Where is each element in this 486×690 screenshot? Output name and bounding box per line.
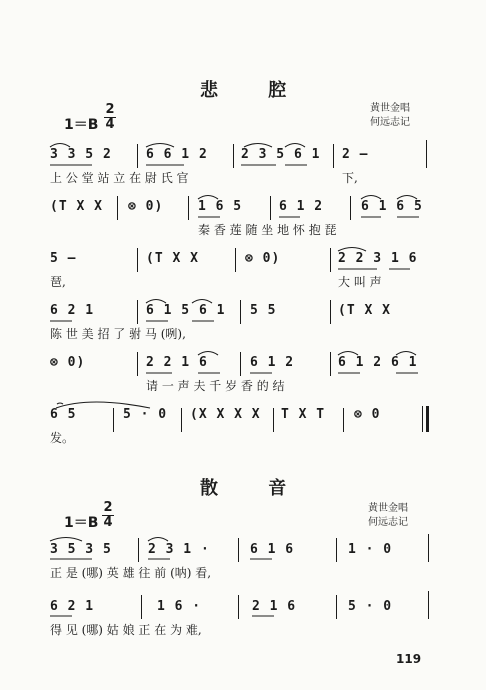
note-group: 6 1 6	[250, 542, 295, 557]
section1-title: 悲 腔	[200, 80, 309, 101]
section1-credit-notator: 何远志记	[370, 117, 410, 128]
section1-key-text: 1＝B	[64, 117, 99, 133]
section1-meter-bottom: 4	[105, 117, 115, 132]
lyric-line: 正 是 (哪) 英 雄 往 前 (呐) 看,	[50, 566, 212, 580]
note-group: T X T	[281, 407, 326, 422]
note-group: ⊗ 0)	[50, 355, 86, 370]
lyric-line: 陈 世 美 招 了 驸 马 (咧),	[50, 327, 186, 341]
section2-meter-top: 2	[103, 500, 113, 515]
note-group: 3 3 5 2	[50, 147, 112, 162]
page-number: 119	[396, 652, 422, 666]
note-group: 1 6 5	[198, 199, 243, 214]
note-group: 6 2 1	[50, 303, 95, 318]
note-group: 6 1 5 6 1	[146, 303, 226, 318]
note-group: 1 · 0	[348, 542, 393, 557]
note-group: 6 1 6 5	[361, 199, 423, 214]
lyric-line: 上 公 堂 站 立 在 尉 氏 官	[50, 171, 189, 185]
note-group: 6 1 2	[279, 199, 324, 214]
note-group: 2 3 5 6 1	[241, 147, 321, 162]
note-group: 5 · 0	[123, 407, 168, 422]
note-group: 2 —	[342, 147, 369, 162]
note-group: 3 5 3 5	[50, 542, 112, 557]
note-group: 1 6 ·	[157, 599, 202, 614]
note-group: 2 2 3 1 6	[338, 251, 418, 266]
section1-credit-singer: 黄世金唱	[370, 103, 410, 114]
lyric-line: 请 一 声 夫 千 岁 香 的 结	[146, 379, 285, 393]
note-group: 2 1 6	[252, 599, 297, 614]
lyric-line: 发。	[50, 431, 75, 445]
note-group: ⊗ 0)	[128, 199, 164, 214]
note-group: (T X X	[146, 251, 199, 266]
note-group: 5 —	[50, 251, 77, 266]
note-group: 6 2 1	[50, 599, 95, 614]
section2-title: 散 音	[200, 478, 309, 499]
note-group: (T X X	[338, 303, 391, 318]
note-group: 6 5	[50, 407, 77, 422]
section2-meter-bottom: 4	[103, 515, 113, 530]
section2-credit-singer: 黄世金唱	[368, 503, 408, 514]
note-group: (T X X	[50, 199, 103, 214]
lyric-line: 得 见 (哪) 姑 娘 正 在 为 难,	[50, 623, 202, 637]
note-group: 6 1 2 6 1	[338, 355, 418, 370]
lyric-line: 琶,	[50, 275, 66, 289]
note-group: ⊗ 0	[354, 407, 381, 422]
note-group: 6 6 1 2	[146, 147, 208, 162]
note-group: 2 2 1 6	[146, 355, 208, 370]
note-group: ⊗ 0)	[245, 251, 281, 266]
note-group: (X X X X	[190, 407, 261, 422]
lyric-line: 大 叫 声	[338, 275, 382, 289]
lyric-line: 秦 香 莲 随 坐 地 怀 抱 琵	[198, 223, 337, 237]
note-group: 6 1 2	[250, 355, 295, 370]
note-group: 5 5	[250, 303, 277, 318]
note-group: 5 · 0	[348, 599, 393, 614]
lyric-line: 下,	[342, 171, 358, 185]
section2-credit-notator: 何远志记	[368, 517, 408, 528]
note-group: 2 3 1 ·	[148, 542, 210, 557]
section1-meter-top: 2	[105, 102, 115, 117]
section2-key-text: 1＝B	[64, 515, 99, 531]
